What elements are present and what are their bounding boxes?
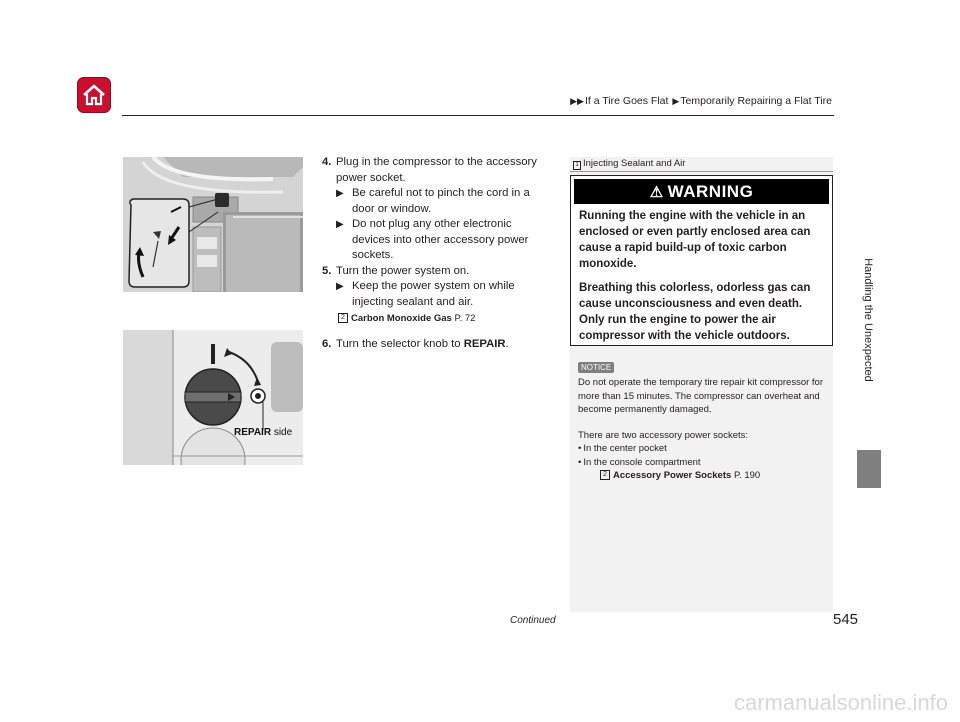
side-section-label	[858, 200, 878, 440]
step-4-note-1: ▶ Be careful not to pinch the cord in a door or window.	[336, 187, 530, 215]
warning-icon: ⚠	[649, 184, 664, 201]
notice-text: Do not operate the temporary tire repair kit compressor for more than 15 minutes. The compressor can overheat and become permanently damaged. There are two accessory power sockets: • In the center pocket • In the console compartment 2 Accessory Power Sockets P. 190	[578, 376, 826, 483]
repair-side-callout: REPAIR side	[234, 427, 293, 438]
note-arrow-icon: ▶	[336, 188, 344, 199]
socket-item: • In the console compartment	[578, 456, 701, 468]
note-ref-icon: 1	[573, 161, 581, 170]
breadcrumb-arrow-icon: ▶▶	[570, 96, 584, 106]
cross-reference-icon: 2	[600, 470, 610, 480]
xref-carbon-monoxide[interactable]: 2 Carbon Monoxide Gas P. 72	[322, 311, 552, 327]
breadcrumb	[0, 95, 832, 107]
step-6: 6. Turn the selector knob to REPAIR.	[322, 337, 509, 350]
section-tab[interactable]	[857, 450, 881, 488]
xref-accessory-power-sockets[interactable]: 2 Accessory Power Sockets P. 190	[578, 469, 826, 483]
side-section-text: Handling the Unexpected	[862, 258, 874, 382]
breadcrumb-item-flat-tire[interactable]: If a Tire Goes Flat	[584, 95, 669, 107]
warning-box	[570, 175, 833, 346]
panel-heading: 1 Injecting Sealant and Air	[573, 158, 685, 170]
warning-body: Running the engine with the vehicle in an enclosed or even partly enclosed area can cause a rapid build-up of toxic carbon monoxide. Breathing this colorless, odorless gas can cause unconsciousness and even death. Only run the engine to power the air compressor with the vehicle outdoors.	[579, 210, 811, 342]
step-5-note-1: ▶ Keep the power system on while injecting sealant and air.	[336, 280, 515, 308]
selector-knob-drawing	[123, 330, 303, 465]
note-arrow-icon: ▶	[336, 281, 344, 292]
panel-rule	[570, 171, 833, 172]
step-4: 4. Plug in the compressor to the accessory power socket.	[322, 156, 537, 184]
socket-item: • In the center pocket	[578, 443, 667, 454]
cross-reference-icon: 2	[338, 313, 348, 323]
step-5-text: Turn the power system on.	[336, 264, 470, 277]
breadcrumb-item-repair[interactable]: Temporarily Repairing a Flat Tire	[680, 95, 832, 107]
warning-header: ⚠ WARNING	[574, 179, 829, 204]
step-5: 5. Turn the power system on.	[322, 264, 470, 277]
step-4-note-2: ▶ Do not plug any other electronic devices into other accessory power sockets.	[336, 218, 529, 261]
breadcrumb-arrow-icon: ▶	[672, 96, 680, 106]
notice-badge: NOTICE	[578, 362, 614, 373]
note-arrow-icon: ▶	[336, 219, 344, 230]
header-rule	[122, 115, 834, 116]
step-4-text: Plug in the compressor to the accessory power socket.	[336, 156, 537, 184]
procedure-steps	[322, 155, 552, 352]
selector-knob-illustration	[123, 330, 303, 465]
compressor-plug-illustration	[123, 157, 303, 292]
console-socket-drawing	[123, 157, 303, 292]
continued-label: Continued	[510, 615, 556, 626]
page-number: 545	[833, 611, 859, 628]
watermark: carmanualsonline.info	[733, 690, 948, 715]
side-notes-panel	[570, 157, 833, 612]
